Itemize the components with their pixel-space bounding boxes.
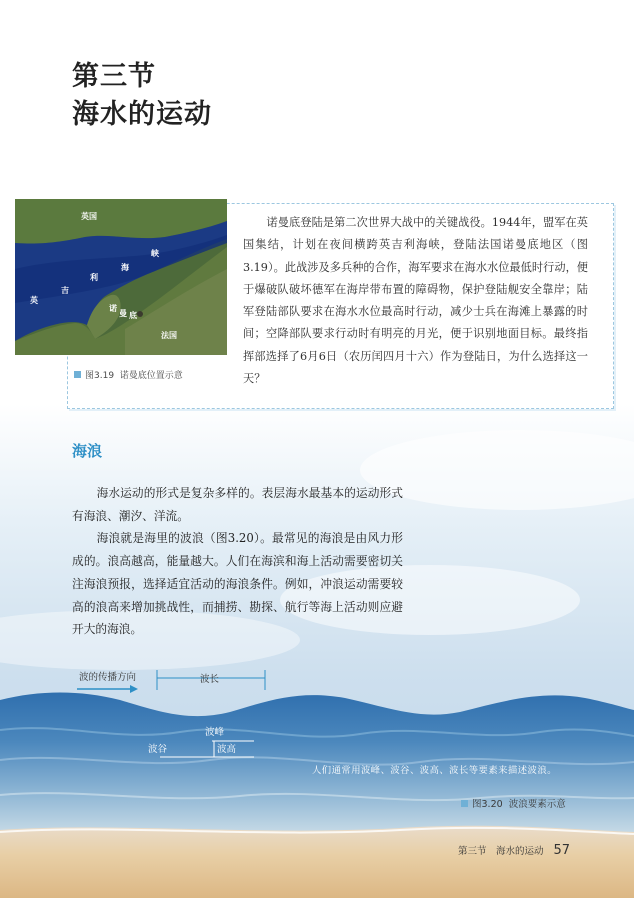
map-label-normandy-man: 曼 <box>119 309 127 318</box>
map-caption-prefix: 图3.19 <box>85 371 115 381</box>
map-label-channel-ji: 吉 <box>61 286 69 295</box>
map-image <box>15 199 227 355</box>
title-line-1: 第三节 <box>72 61 156 92</box>
section-paragraph-2: 海浪就是海里的波浪（图3.20）。最常见的海浪是由风力形成的。浪高越高，能量越大。人们在海滨和海上活动需要密切关注海浪预报，选择适宜活动的海浪条件。例如，冲浪运动需要较高的浪高来增加挑战性，而捕捞、勘探、航行等海上活动则应避开大的海浪。 <box>72 531 403 637</box>
intro-paragraph: 诺曼底登陆是第二次世界大战中的关键战役。1944年，盟军在英国集结，计划在夜间横跨英吉利海峡，登陆法国诺曼底地区（图3.19）。此战涉及多兵种的合作，海军要求在海水水位最低时行动，便于爆破队破坏德军在海岸带布置的障碍物，保护登陆舰安全靠岸；陆军登陆部队要求在海水水位最高时行动，减少士兵在海滩上暴露的时间；空降部队要求行动时有明亮的月光，便于识别地面目标。最终指挥部选择了6月6日（农历闰四月十六）作为登陆日，为什么选择这一天？ <box>243 216 588 386</box>
normandy-map <box>15 199 227 355</box>
map-label-france: 法国 <box>161 331 177 340</box>
map-label-channel-hai: 海 <box>121 263 129 272</box>
map-label-channel-ying: 英 <box>30 296 38 305</box>
map-label-normandy-nuo: 诺 <box>109 304 117 313</box>
section-paragraph-1: 海水运动的形式是复杂多样的。表层海水最基本的运动形式有海浪、潮汐、洋流。 <box>72 486 403 523</box>
page-number: 57 <box>553 843 570 858</box>
wavelength-label: 波长 <box>200 674 220 685</box>
wave-caption-text: 波浪要素示意 <box>508 799 566 810</box>
footer-section: 第三节 海水的运动 <box>457 846 544 857</box>
map-label-england: 英国 <box>81 212 97 221</box>
section-body <box>72 482 403 641</box>
wave-direction-label: 波的传播方向 <box>79 672 137 683</box>
title-line-2: 海水的运动 <box>72 99 212 130</box>
section-heading: 海浪 <box>72 442 103 460</box>
wave-caption-prefix: 图3.20 <box>472 799 503 810</box>
wave-height-label: 波高 <box>217 744 237 755</box>
wave-trough-label: 波谷 <box>148 744 168 755</box>
caption-square-icon <box>74 371 81 378</box>
map-caption <box>74 368 183 381</box>
page-title <box>72 58 212 134</box>
page-footer <box>458 843 570 858</box>
caption-square-icon <box>461 800 468 807</box>
map-label-channel-xia: 峡 <box>151 249 159 258</box>
intro-text <box>243 212 588 390</box>
map-label-channel-li: 利 <box>90 273 98 282</box>
map-caption-text: 诺曼底位置示意 <box>119 371 183 381</box>
wave-crest-label: 波峰 <box>205 727 225 738</box>
map-label-normandy-di: 底 <box>129 311 137 320</box>
wave-caption <box>461 796 566 810</box>
wave-note: 人们通常用波峰、波谷、波高、波长等要素来描述波浪。 <box>312 765 557 776</box>
